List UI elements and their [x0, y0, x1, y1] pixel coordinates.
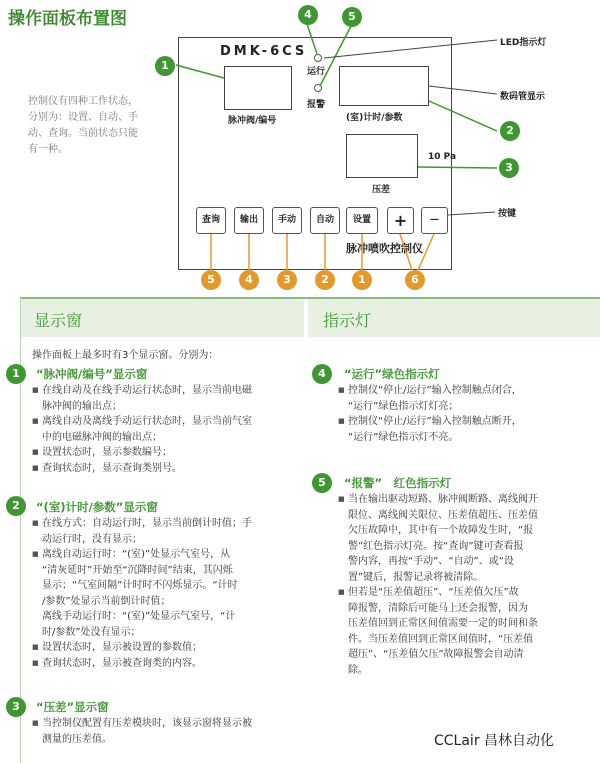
list-item — [32, 383, 312, 414]
section-1-title: “脉冲阀/编号”显示窗 — [36, 367, 148, 381]
leader-line-1 — [176, 65, 224, 78]
run-led-label: 运行 — [307, 67, 326, 77]
intro-text: 操作面板上最多时有3个显示窗。分别为： — [32, 350, 219, 361]
brand-footer: CCLair 昌林自动化 — [434, 733, 555, 749]
leader-line-2 — [429, 101, 497, 131]
marker-4: 4 — [298, 5, 318, 25]
section-5-badge: 5 — [312, 473, 332, 493]
list-line: 测量的压差值。 — [42, 733, 112, 745]
section-2-title: “(室)计时/参数”显示窗 — [36, 500, 158, 514]
manual-button[interactable]: 手动 — [272, 207, 302, 234]
digit-callout: 数码管显示 — [500, 92, 546, 102]
display-window-header: 显示窗 — [34, 311, 83, 330]
list-line: ■ 在线方式：自动运行时，显示当前倒计时值；手 — [42, 518, 252, 529]
list-item — [32, 547, 312, 640]
list-line: /参数”处显示当前倒计时值； — [42, 595, 171, 607]
section-3-title: “压差”显示窗 — [36, 700, 109, 714]
list-line: 警内容，再按“手动”、“自动”、或“设 — [348, 556, 514, 567]
list-line: “运行”绿色指示灯不亮。 — [348, 431, 459, 443]
list-item — [32, 445, 312, 461]
marker-o-6: 6 — [405, 270, 425, 290]
section-4-badge: 4 — [312, 364, 332, 384]
section-1-list — [32, 383, 312, 476]
section-2-badge: 2 — [6, 496, 26, 516]
section-4-title: “运行”绿色指示灯 — [344, 367, 440, 381]
leader-line-keys — [448, 212, 495, 215]
marker-1: 1 — [155, 56, 175, 76]
description-line: 有一种。 — [28, 144, 68, 155]
list-item — [338, 383, 600, 414]
output-button[interactable]: 输出 — [234, 207, 264, 234]
section-4-list — [338, 383, 600, 445]
list-line: 时/参数”处没有显示； — [42, 626, 141, 638]
list-line: ■ 控制仪“停止/运行”输入控制触点闭合， — [348, 385, 522, 396]
list-line: ■ 设置状态时，显示被设置的参数值； — [42, 642, 202, 653]
list-line: 障报警，清除后可能马上还会报警，因为 — [348, 602, 528, 614]
marker-o-4: 4 — [239, 270, 259, 290]
list-line: 超压”、“压差值欠压”故障报警会自动清 — [348, 649, 524, 660]
list-line: 压差值回到正常区间值需要一定的时间和条 — [348, 618, 538, 629]
indicator-header: 指示灯 — [323, 311, 372, 330]
leader-line-5 — [320, 24, 352, 86]
list-item — [338, 414, 600, 445]
description-line: 分别为：设置、自动、手 — [28, 112, 138, 123]
description-line: 控制仪有四种工作状态， — [28, 96, 138, 107]
pulse-valve-label: 脉冲阀/编号 — [228, 116, 277, 126]
list-line: 离线手动运行时：“(室)”处显示气室号，“计 — [42, 611, 236, 622]
leader-line-led — [324, 40, 497, 58]
marker-o-3: 3 — [277, 270, 297, 290]
list-line: ■ 当控制仪配置有压差模块时，该显示窗将显示被 — [42, 718, 252, 729]
list-line: 欠压故障中，其中有一个故障发生时，“报 — [348, 525, 534, 536]
section-3-badge: 3 — [6, 697, 26, 717]
list-item — [32, 414, 312, 445]
list-line: 限位、离线阀关限位、压差值超压、压差值 — [348, 509, 538, 521]
description-line: 动、查询。当前状态只能 — [28, 128, 138, 139]
list-line: “清灰延时”开始至“沉降时间”结束，其闪烁 — [42, 564, 233, 576]
pressure-unit: 10 Pa — [428, 152, 457, 162]
list-item — [338, 585, 600, 678]
device-name: 脉冲喷吹控制仪 — [346, 242, 423, 255]
list-line: ■ 在线自动及在线手动运行状态时，显示当前电磁 — [42, 385, 252, 396]
marker-o-5: 5 — [201, 270, 221, 290]
list-line: 动运行时，没有显示； — [42, 533, 142, 545]
list-item — [32, 656, 312, 672]
section-3-list — [32, 716, 312, 747]
keys-callout: 按键 — [498, 209, 517, 219]
leader-line-o6b — [418, 234, 434, 270]
marker-o-1: 1 — [352, 270, 372, 290]
list-item — [338, 492, 600, 585]
list-line: ■ 但若是“压差值超压”、“压差值欠压”故 — [348, 587, 519, 598]
list-line: 中的电磁脉冲阀的输出点； — [42, 431, 162, 443]
leader-line-digit — [429, 86, 497, 94]
page-title: 操作面板布置图 — [8, 9, 127, 29]
list-line: ■ 查询状态时，显示查询类别号。 — [42, 462, 182, 474]
section-5-title: “报警” 红色指示灯 — [344, 476, 452, 490]
list-item — [32, 461, 312, 477]
pressure-label: 压差 — [372, 185, 391, 195]
list-line: ■ 设置状态时，显示参数编号； — [42, 447, 172, 458]
list-line: ■ 离线自动及离线手动运行状态时，显示当前气室 — [42, 416, 252, 427]
setup-button[interactable]: 设置 — [346, 207, 378, 234]
list-line: ■ 离线自动运行时：“(室)”处显示气室号，从 — [42, 549, 231, 560]
section-2-list — [32, 516, 312, 671]
list-line: ■ 查询状态时，显示被查询类的内容。 — [42, 657, 202, 669]
list-line: 置”键后，报警记录将被清除。 — [348, 571, 484, 583]
auto-button[interactable]: 自动 — [310, 207, 340, 234]
list-line: 除。 — [348, 664, 368, 676]
marker-3: 3 — [499, 158, 519, 178]
section-1-badge: 1 — [6, 364, 26, 384]
leader-line-3 — [418, 167, 497, 168]
timer-param-label: (室)计时/参数 — [346, 113, 403, 123]
section-5-list — [338, 492, 600, 678]
alarm-led-label: 报警 — [307, 100, 326, 110]
leader-line-4 — [307, 24, 317, 54]
list-item — [32, 640, 312, 656]
led-callout: LED指示灯 — [500, 38, 547, 48]
query-button[interactable]: 查询 — [196, 207, 226, 234]
marker-o-2: 2 — [315, 270, 335, 290]
minus-button[interactable]: — — [421, 207, 448, 234]
panel-model: DMK-6CS — [220, 44, 308, 59]
list-line: 显示；“气室间隔”计时时不闪烁显示。“计时 — [42, 580, 238, 591]
list-line: ■ 当在输出驱动短路、脉冲阀断路、离线阀开 — [348, 494, 538, 505]
list-line: 件。当压差值回到正常区间值时，“压差值 — [348, 633, 534, 645]
marker-5: 5 — [342, 7, 362, 27]
list-item — [32, 716, 312, 747]
list-line: 警”红色指示灯亮。按“查询”键可查看报 — [348, 540, 524, 552]
leader-line-o6a — [400, 234, 412, 270]
list-item — [32, 516, 312, 547]
list-line: “运行”绿色指示灯灯亮； — [348, 400, 459, 412]
plus-button[interactable]: + — [387, 207, 414, 234]
list-line: 脉冲阀的输出点； — [42, 400, 122, 412]
marker-2: 2 — [500, 121, 520, 141]
list-line: ■ 控制仪“停止/运行”输入控制触点断开， — [348, 416, 522, 427]
